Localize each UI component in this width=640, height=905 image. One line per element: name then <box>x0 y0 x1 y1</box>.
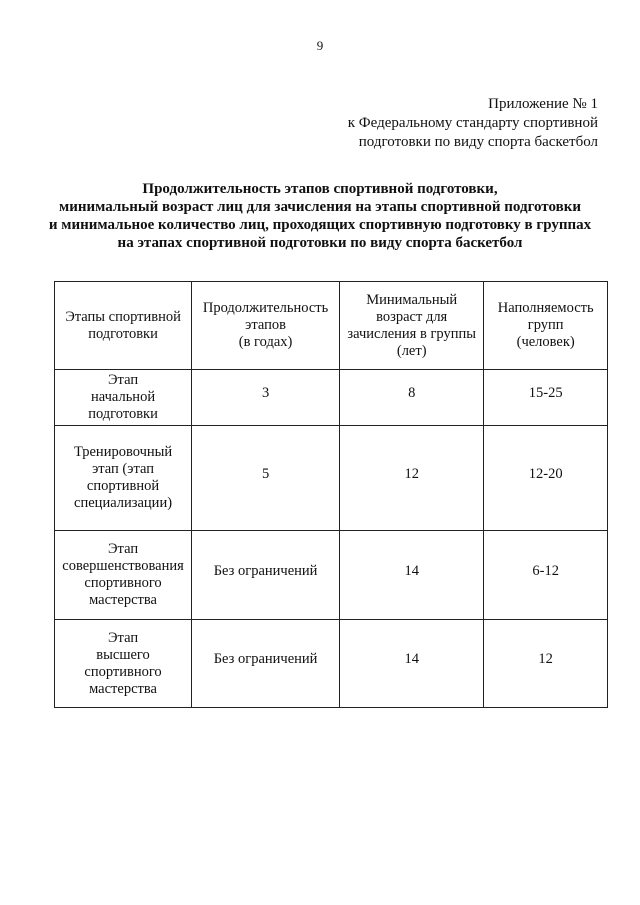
table-row <box>55 531 608 620</box>
header-min-age: Минимальный возраст для зачисления в группы (лет) <box>340 282 484 370</box>
cell-duration <box>192 620 340 708</box>
min-age-value: 12 <box>404 465 419 482</box>
group-size-value: 6-12 <box>532 562 559 579</box>
min-age-value: 14 <box>404 562 419 579</box>
cell-duration <box>192 426 340 531</box>
min-age-value: 8 <box>408 385 416 401</box>
cell-stage: Тренировочный этап (этап спортивной специализации) <box>55 426 192 531</box>
table-row <box>55 370 608 426</box>
cell-group-size <box>484 531 608 620</box>
cell-group-size <box>484 426 608 531</box>
min-age-value: 14 <box>404 651 419 667</box>
table-row <box>55 426 608 531</box>
table-header-row <box>55 282 608 370</box>
cell-stage: Этап совершенствования спортивного мастерства <box>55 531 192 620</box>
table-row <box>55 620 608 708</box>
appendix-line-2: к Федеральному стандарту спортивной <box>347 115 598 131</box>
cell-min-age <box>340 620 484 708</box>
duration-value: Без ограничений <box>213 651 318 667</box>
group-size-value: 15-25 <box>528 385 563 401</box>
cell-duration <box>192 370 340 426</box>
page-number: 9 <box>316 38 324 53</box>
cell-min-age <box>340 531 484 620</box>
header-duration: Продолжительность этапов (в годах) <box>192 282 340 370</box>
header-group-size: Наполняемость групп (человек) <box>484 282 608 370</box>
group-size-value: 12-20 <box>528 465 563 482</box>
appendix-header <box>348 95 598 152</box>
title-line-1: Продолжительность этапов спортивной подготовки, <box>142 181 498 197</box>
duration-value: 5 <box>261 465 270 482</box>
cell-min-age <box>340 370 484 426</box>
cell-group-size <box>484 370 608 426</box>
document-title <box>30 180 610 252</box>
header-stages: Этапы спортивной подготовки <box>55 282 192 370</box>
cell-stage: Этап начальной подготовки <box>55 370 192 426</box>
duration-value: 3 <box>261 385 270 401</box>
group-size-value: 12 <box>538 651 553 667</box>
duration-value: Без ограничений <box>213 562 318 579</box>
cell-group-size <box>484 620 608 708</box>
stages-table <box>54 281 608 708</box>
appendix-line-1: Приложение № 1 <box>488 96 598 112</box>
title-line-3: и минимальное количество лиц, проходящих спортивную подготовку в группах <box>48 217 592 233</box>
title-line-4: на этапах спортивной подготовки по виду спорта баскетбол <box>117 235 523 251</box>
cell-min-age <box>340 426 484 531</box>
cell-duration <box>192 531 340 620</box>
cell-stage: Этап высшего спортивного мастерства <box>55 620 192 708</box>
title-line-2: минимальный возраст лиц для зачисления на этапы спортивной подготовки <box>58 199 581 215</box>
appendix-line-3: подготовки по виду спорта баскетбол <box>358 134 598 150</box>
